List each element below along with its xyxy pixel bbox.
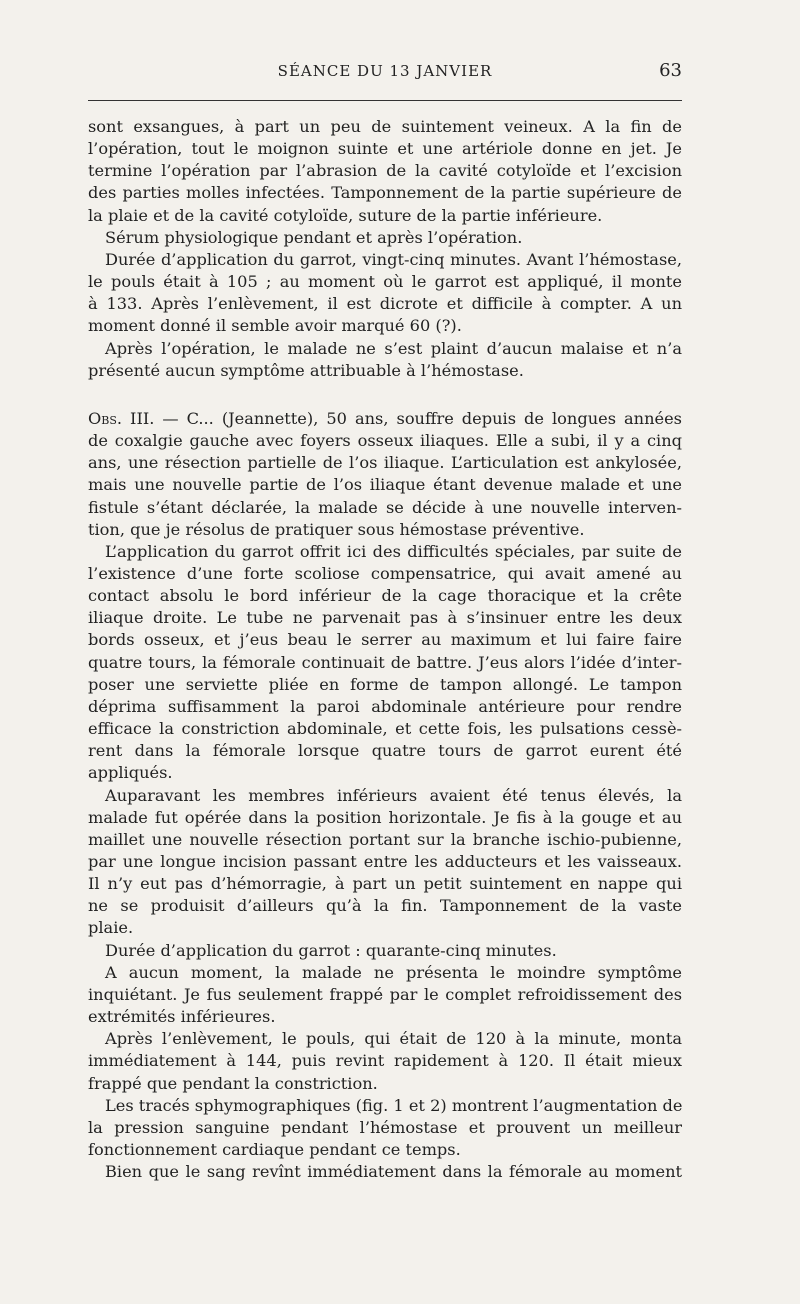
text-line: appliqués.: [88, 763, 173, 783]
paragraph: [88, 249, 682, 338]
text-line: Après l’opération, le malade ne s’est plaint d’aucun malaise et n’a: [105, 338, 682, 358]
section-gap: [88, 382, 682, 408]
text-line: Après l’enlèvement, le pouls, qui était de 120 à la minute, monta: [105, 1029, 682, 1049]
text-line: Durée d’application du garrot : quarante-cinq minutes.: [105, 940, 557, 960]
text-line: A aucun moment, la malade ne présenta le moindre symptôme: [105, 962, 682, 982]
text-line: l’opération, tout le moignon suinte et une artériole donne en jet. Je: [88, 139, 682, 159]
paragraph: [88, 940, 682, 962]
text-line: Les tracés sphymographiques (fig. 1 et 2) montrent l’augmentation de: [105, 1095, 683, 1115]
text-line: Sérum physiologique pendant et après l’opération.: [105, 227, 523, 247]
page-header: [88, 60, 682, 84]
text-line: malade fut opérée dans la position horizontale. Je fis à la gouge et au: [88, 807, 682, 827]
text-line: Il n’y eut pas d’hémorragie, à part un petit suintement en nappe qui: [88, 874, 682, 894]
text-line: inquiétant. Je fus seulement frappé par le complet refroidissement des: [88, 984, 682, 1004]
text-line: rent dans la fémorale lorsque quatre tours de garrot eurent été: [88, 741, 682, 761]
text-line: sont exsangues, à part un peu de suintement veineux. A la fin de: [88, 117, 682, 136]
text-line: moment donné il semble avoir marqué 60 (?).: [88, 316, 462, 336]
text-line: plaie.: [88, 918, 134, 938]
text-line: contact absolu le bord inférieur de la cage thoracique et la crête: [88, 586, 682, 606]
header-rule: [88, 100, 682, 101]
observation-text: — C... (Jeannette), 50 ans, souffre depuis de longues années: [154, 408, 682, 428]
paragraph: [88, 1095, 682, 1161]
text-line: Auparavant les membres inférieurs avaient été tenus élevés, la: [105, 785, 682, 805]
text-line: maillet une nouvelle résection portant sur la branche ischio-pubienne,: [88, 829, 682, 849]
paragraph: [88, 962, 682, 1028]
text-line: des parties molles infectées. Tamponnement de la partie supérieure de: [88, 183, 682, 203]
text-line: quatre tours, la fémorale continuait de battre. J’eus alors l’idée d’inter-: [88, 652, 682, 672]
text-line: poser une serviette pliée en forme de tampon allongé. Le tampon: [88, 674, 682, 694]
observation-label: Obs. III.: [88, 408, 155, 428]
text-line: [88, 408, 682, 430]
text-line: frappé que pendant la constriction.: [88, 1073, 378, 1093]
text-line: termine l’opération par l’abrasion de la cavité cotyloïde et l’excision: [88, 161, 682, 181]
text-line: extrémités inférieures.: [88, 1007, 276, 1027]
page-number: 63: [659, 60, 682, 81]
text-line: ans, une résection partielle de l’os iliaque. L’articulation est ankylosée,: [88, 453, 682, 473]
text-line: tion, que je résolus de pratiquer sous hémostase préventive.: [88, 519, 585, 539]
text-line: Bien que le sang revînt immédiatement dans la fémorale au moment: [105, 1162, 682, 1182]
paragraph: [88, 1028, 682, 1094]
text-line: mais une nouvelle partie de l’os iliaque étant devenue malade et une: [88, 475, 682, 495]
text-line: ne se produisit d’ailleurs qu’à la fin. Tamponnement de la vaste: [88, 896, 682, 916]
body-text: [88, 116, 682, 1183]
text-line: immédiatement à 144, puis revint rapidement à 120. Il était mieux: [88, 1051, 682, 1071]
text-line: L’application du garrot offrit ici des difficultés spéciales, par suite de: [105, 541, 682, 561]
text-line: bords osseux, et j’eus beau le serrer au maximum et lui faire faire: [88, 630, 682, 650]
paragraph-observation-3: [88, 408, 682, 541]
text-line: Durée d’application du garrot, vingt-cinq minutes. Avant l’hémostase,: [105, 249, 682, 269]
paragraph: [88, 227, 682, 249]
text-line: la pression sanguine pendant l’hémostase et prouvent un meilleur: [88, 1117, 682, 1137]
text-line: la plaie et de la cavité cotyloïde, suture de la partie inférieure.: [88, 205, 603, 225]
text-line: de coxalgie gauche avec foyers osseux iliaques. Elle a subi, il y a cinq: [88, 431, 682, 451]
text-line: par une longue incision passant entre les adducteurs et les vaisseaux.: [88, 852, 682, 871]
paragraph: [88, 1161, 682, 1183]
text-line: l’existence d’une forte scoliose compensatrice, qui avait amené au: [88, 563, 682, 583]
text-line: présenté aucun symptôme attribuable à l’hémostase.: [88, 360, 524, 380]
paragraph: [88, 785, 682, 940]
text-line: iliaque droite. Le tube ne parvenait pas à s’insinuer entre les deux: [88, 608, 682, 628]
text-line: le pouls était à 105 ; au moment où le garrot est appliqué, il monte: [88, 272, 682, 292]
text-line: fonctionnement cardiaque pendant ce temps.: [88, 1140, 461, 1160]
text-line: efficace la constriction abdominale, et cette fois, les pulsations cessè-: [88, 719, 682, 739]
text-line: à 133. Après l’enlèvement, il est dicrote et difficile à compter. A un: [88, 294, 682, 314]
running-title: SÉANCE DU 13 JANVIER: [277, 62, 493, 80]
text-line: déprima suffisamment la paroi abdominale antérieure pour rendre: [88, 696, 682, 716]
paragraph: [88, 116, 682, 227]
paragraph: [88, 338, 682, 382]
text-line: fistule s’étant déclarée, la malade se décide à une nouvelle interven-: [88, 497, 682, 517]
paragraph: [88, 541, 682, 785]
